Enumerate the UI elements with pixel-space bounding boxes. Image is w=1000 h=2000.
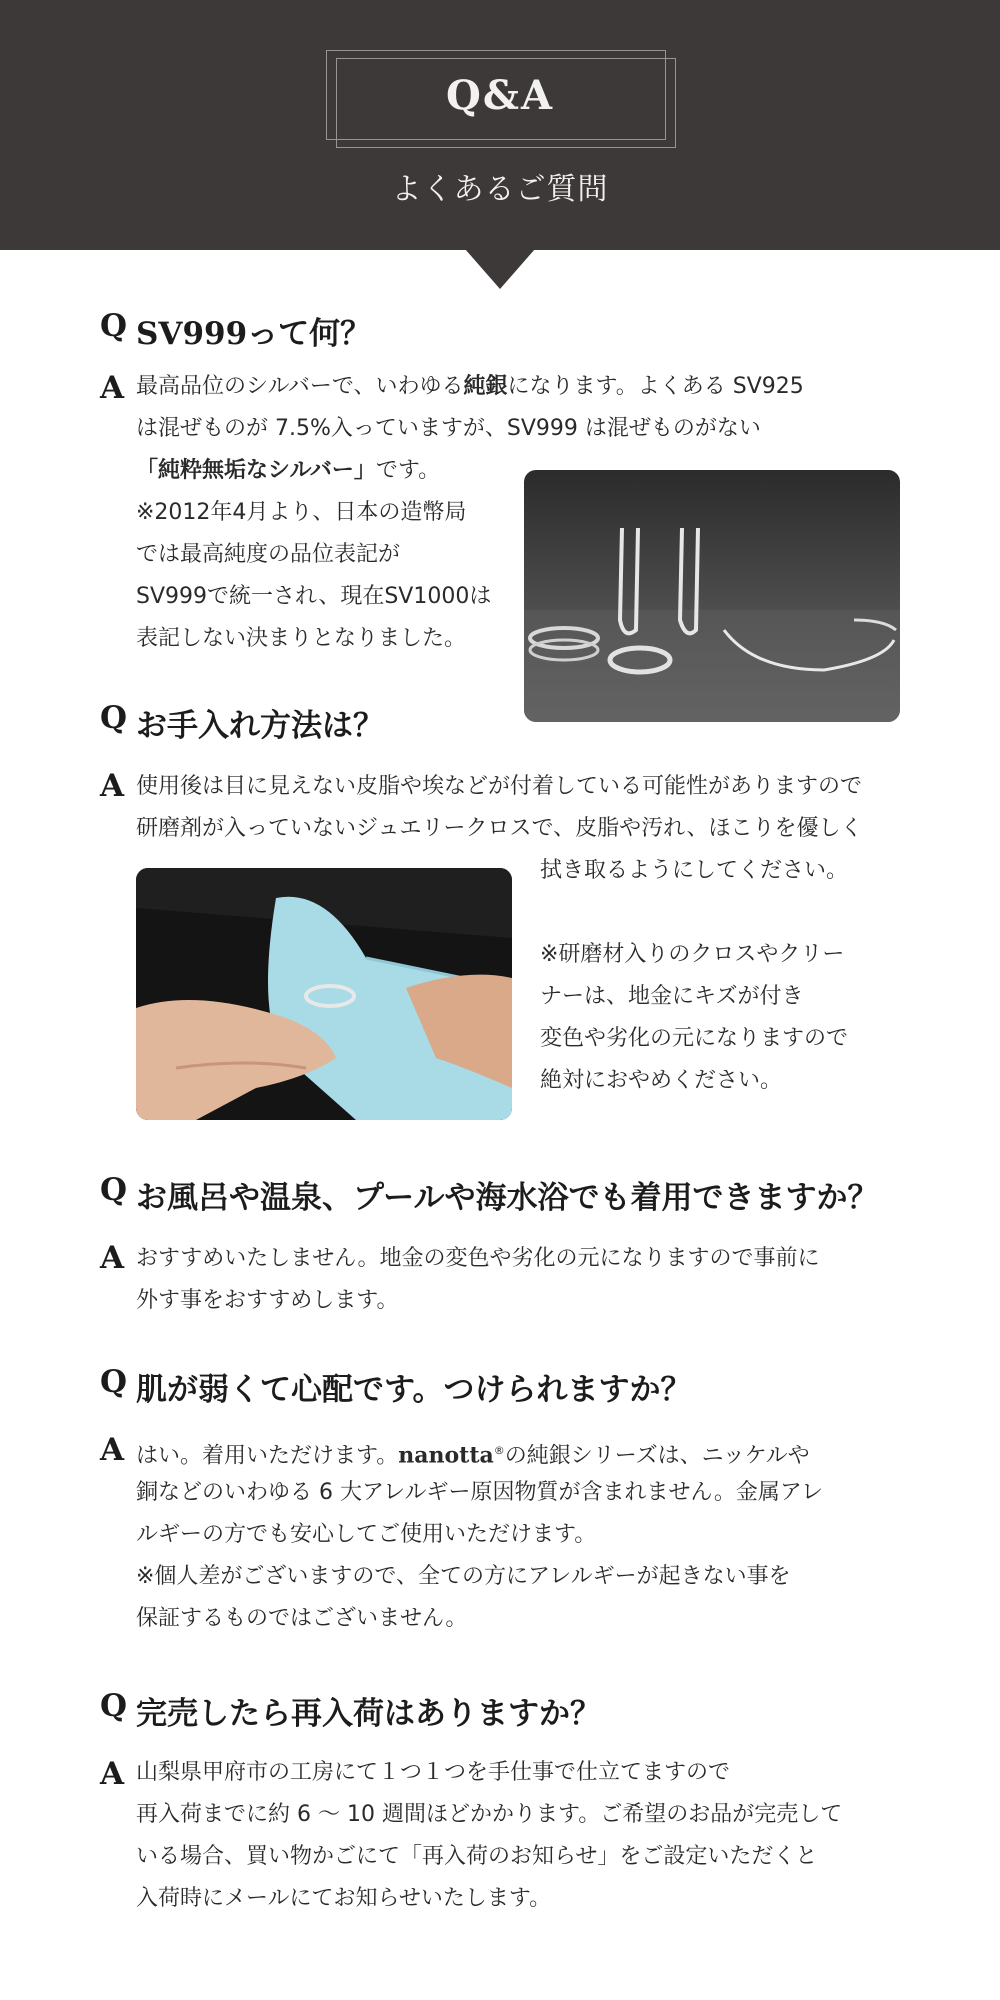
- a-marker: A: [100, 768, 125, 804]
- q-marker: Q: [100, 1688, 128, 1724]
- faq-answer-1-line: 「純粋無垢なシルバー」です。: [136, 458, 441, 483]
- faq-answer-4-line: はい。着用いただけます。nanotta®の純銀シリーズは、ニッケルや: [136, 1442, 810, 1469]
- faq-answer-2-line: 拭き取るようにしてください。: [540, 858, 849, 883]
- faq-answer-5-line: 入荷時にメールにてお知らせいたします。: [136, 1886, 552, 1911]
- faq-answer-5-line: いる場合、買い物かごにて「再入荷のお知らせ」をご設定いただくと: [136, 1844, 818, 1869]
- faq-answer-5-line: 再入荷までに約 6 〜 10 週間ほどかかります。ご希望のお品が完売して: [136, 1802, 843, 1827]
- a-marker: A: [100, 1432, 125, 1468]
- page-header: [0, 0, 1000, 250]
- cleaning-cloth-photo: [136, 868, 512, 1120]
- page-title: Q&A: [446, 72, 554, 119]
- q-marker: Q: [100, 1172, 128, 1208]
- faq-answer-4-line: ルギーの方でも安心してご使用いただけます。: [136, 1522, 597, 1547]
- faq-answer-1-line: 表記しない決まりとなりました。: [136, 626, 467, 651]
- q-marker: Q: [100, 700, 128, 736]
- page-subtitle: よくあるご質問: [391, 172, 609, 207]
- faq-answer-2-line: 使用後は目に見えない皮脂や埃などが付着している可能性がありますので: [136, 774, 863, 799]
- faq-answer-4-line: 保証するものではございません。: [136, 1606, 468, 1631]
- silver-jewelry-photo: [524, 470, 900, 722]
- faq-answer-1-line: ※2012年4月より、日本の造幣局: [136, 500, 467, 525]
- a-marker: A: [100, 1756, 125, 1792]
- faq-answer-2-line: ナーは、地金にキズが付き: [540, 984, 804, 1009]
- faq-question-4: 肌が弱くて心配です。つけられますか？: [136, 1372, 692, 1408]
- q-marker: Q: [100, 1364, 128, 1400]
- faq-answer-2-line: 変色や劣化の元になりますので: [540, 1026, 849, 1051]
- faq-question-5: 完売したら再入荷はありますか？: [136, 1696, 601, 1732]
- faq-answer-3-line: 外す事をおすすめします。: [136, 1288, 399, 1313]
- q-marker: Q: [100, 308, 128, 344]
- header-arrow: [465, 249, 535, 289]
- faq-question-1: SV999って何？: [136, 316, 372, 352]
- faq-question-3: お風呂や温泉、プールや海水浴でも着用できますか？: [136, 1180, 879, 1216]
- faq-answer-2-line: 研磨剤が入っていないジュエリークロスで、皮脂や汚れ、ほこりを優しく: [136, 816, 863, 841]
- faq-answer-4-line: 銅などのいわゆる 6 大アレルギー原因物質が含まれません。金属アレ: [136, 1480, 823, 1505]
- faq-answer-5-line: 山梨県甲府市の工房にて１つ１つを手仕事で仕立てますので: [136, 1760, 731, 1785]
- faq-answer-1-line: 最高品位のシルバーで、いわゆる純銀になります。よくある SV925: [136, 374, 804, 399]
- faq-answer-2-line: ※研磨材入りのクロスやクリー: [540, 942, 845, 967]
- faq-answer-1-line: SV999で統一され、現在SV1000は: [136, 584, 492, 609]
- faq-answer-3-line: おすすめいたしません。地金の変色や劣化の元になりますので事前に: [136, 1246, 820, 1271]
- faq-answer-2-line: 絶対におやめください。: [540, 1068, 783, 1093]
- a-marker: A: [100, 370, 125, 406]
- faq-answer-4-line: ※個人差がございますので、全ての方にアレルギーが起きない事を: [136, 1564, 791, 1589]
- brand-name: nanotta: [398, 1442, 494, 1469]
- faq-question-2: お手入れ方法は？: [136, 708, 384, 744]
- faq-answer-1-line: では最高純度の品位表記が: [136, 542, 401, 567]
- a-marker: A: [100, 1240, 125, 1276]
- faq-answer-1-line: は混ぜものが 7.5%入っていますが、SV999 は混ぜものがない: [136, 416, 761, 441]
